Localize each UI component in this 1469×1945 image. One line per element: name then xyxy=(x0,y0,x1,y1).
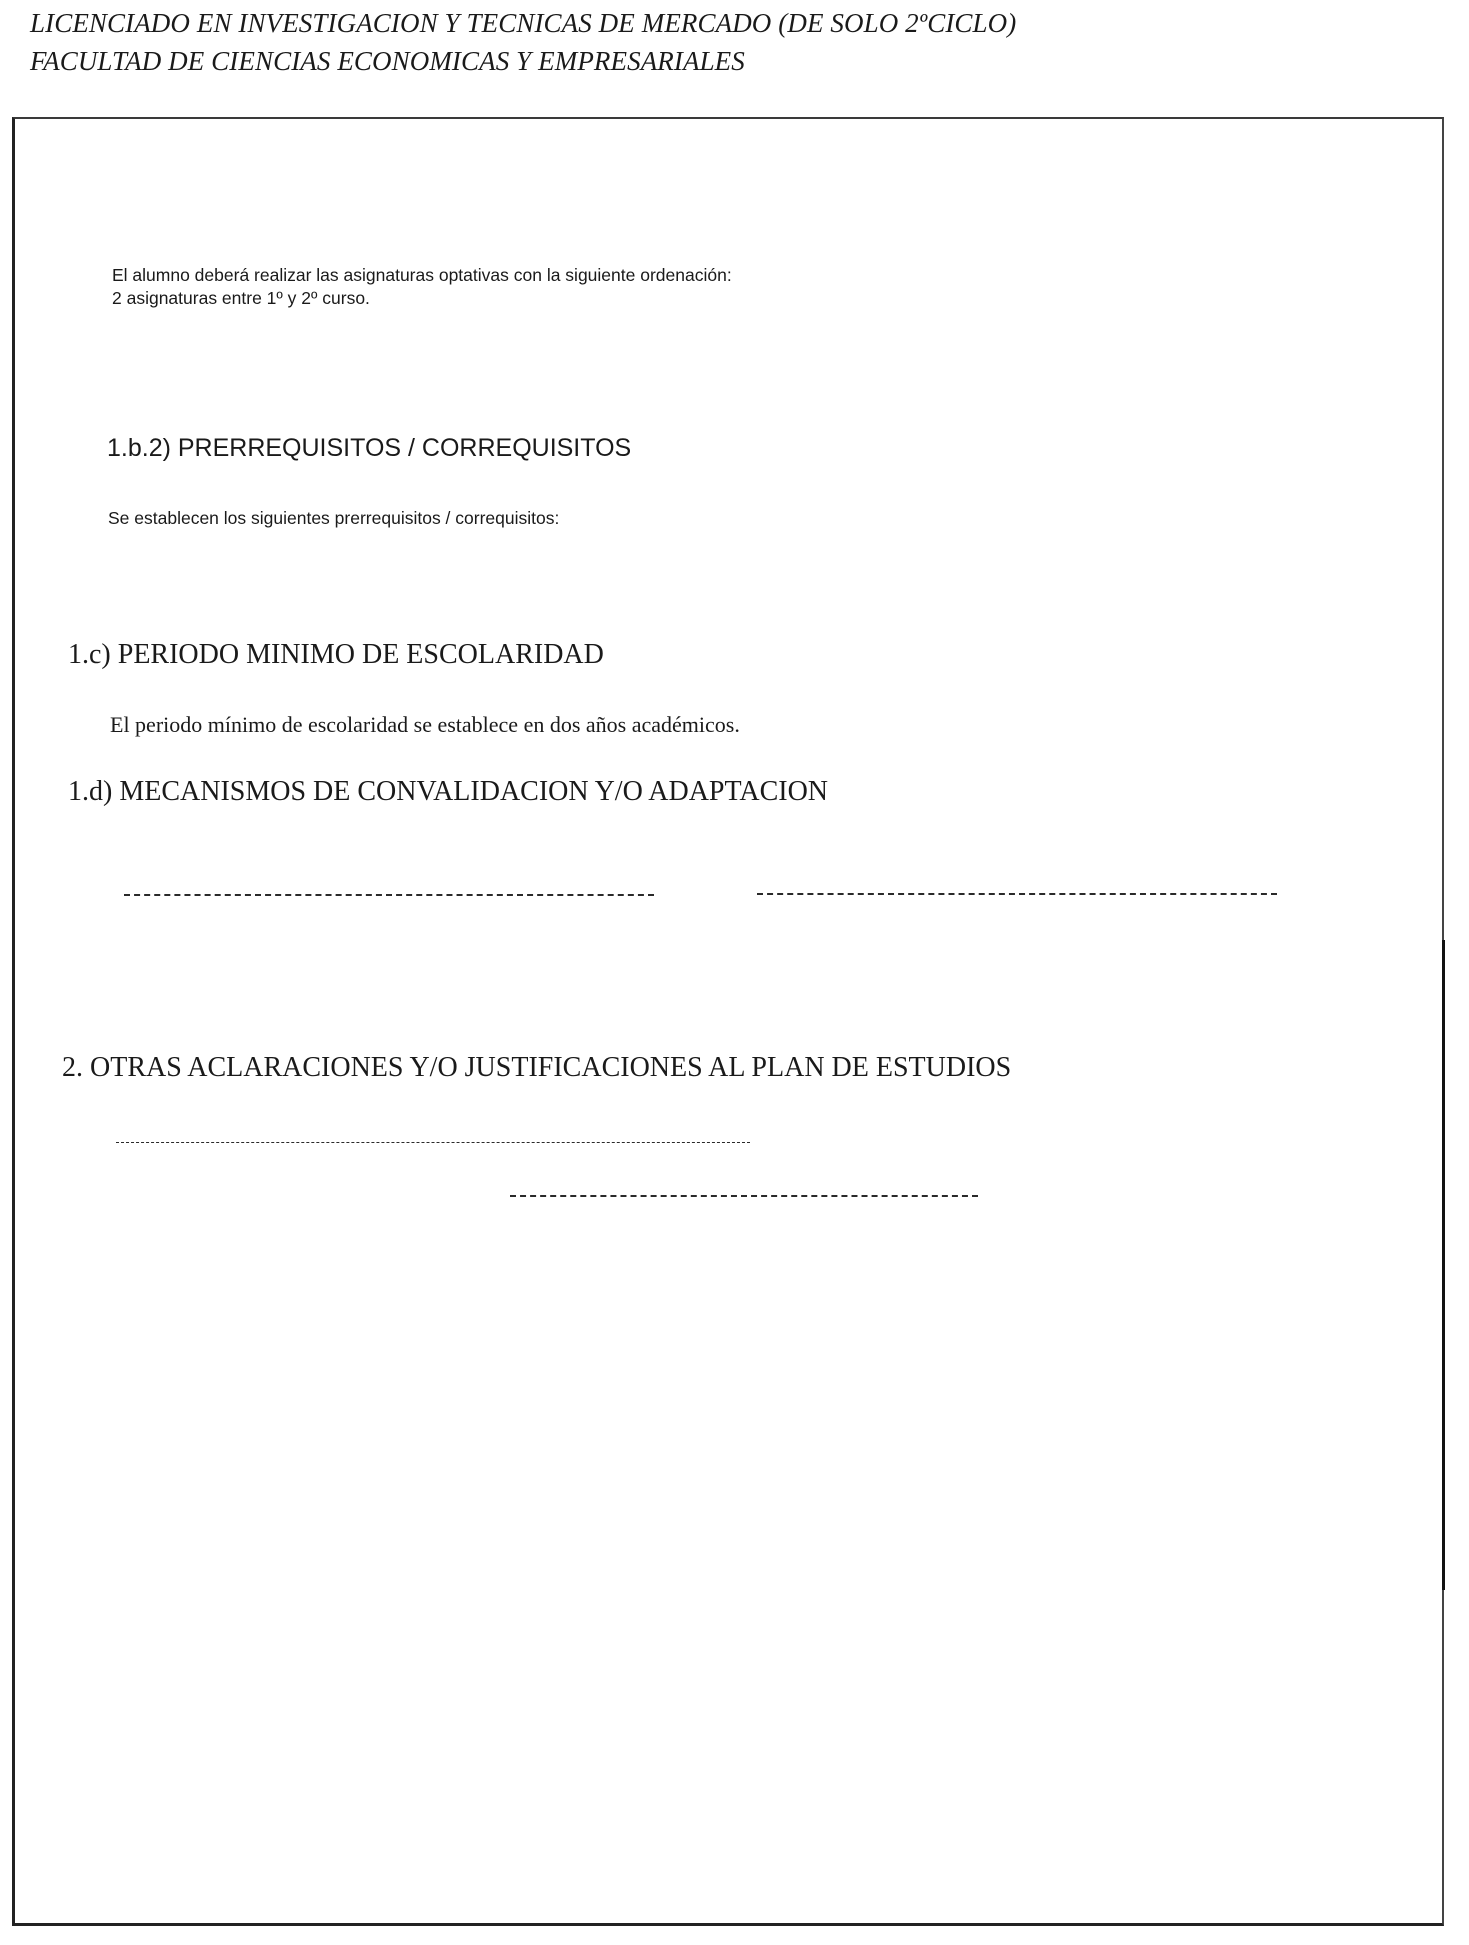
blank-dashed-line xyxy=(510,1195,978,1197)
blank-dashed-line xyxy=(124,894,654,896)
section-heading-prerrequisitos: 1.b.2) PRERREQUISITOS / CORREQUISITOS xyxy=(107,434,632,462)
periodo-minimo-text: El periodo mínimo de escolaridad se establece en dos años académicos. xyxy=(110,712,740,737)
document-title-faculty: FACULTAD DE CIENCIAS ECONOMICAS Y EMPRESARIALES xyxy=(30,46,745,76)
section-heading-otras-aclaraciones: 2. OTRAS ACLARACIONES Y/O JUSTIFICACIONES AL PLAN DE ESTUDIOS xyxy=(62,1052,1012,1083)
optativas-text-line2: 2 asignaturas entre 1º y 2º curso. xyxy=(112,288,370,308)
blank-dashed-line xyxy=(757,893,1277,895)
prerrequisitos-text: Se establecen los siguientes prerrequisitos / correquisitos: xyxy=(108,508,560,528)
frame-right-edge xyxy=(1442,940,1445,1590)
blank-dashed-line xyxy=(116,1142,750,1143)
content-frame xyxy=(12,117,1444,1926)
optativas-text-line1: El alumno deberá realizar las asignaturas optativas con la siguiente ordenación: xyxy=(112,265,732,285)
section-heading-periodo-minimo: 1.c) PERIODO MINIMO DE ESCOLARIDAD xyxy=(68,639,604,670)
section-heading-convalidacion: 1.d) MECANISMOS DE CONVALIDACION Y/O ADAPTACION xyxy=(68,776,829,807)
document-title-degree: LICENCIADO EN INVESTIGACION Y TECNICAS DE MERCADO (DE SOLO 2ºCICLO) xyxy=(30,8,1017,38)
